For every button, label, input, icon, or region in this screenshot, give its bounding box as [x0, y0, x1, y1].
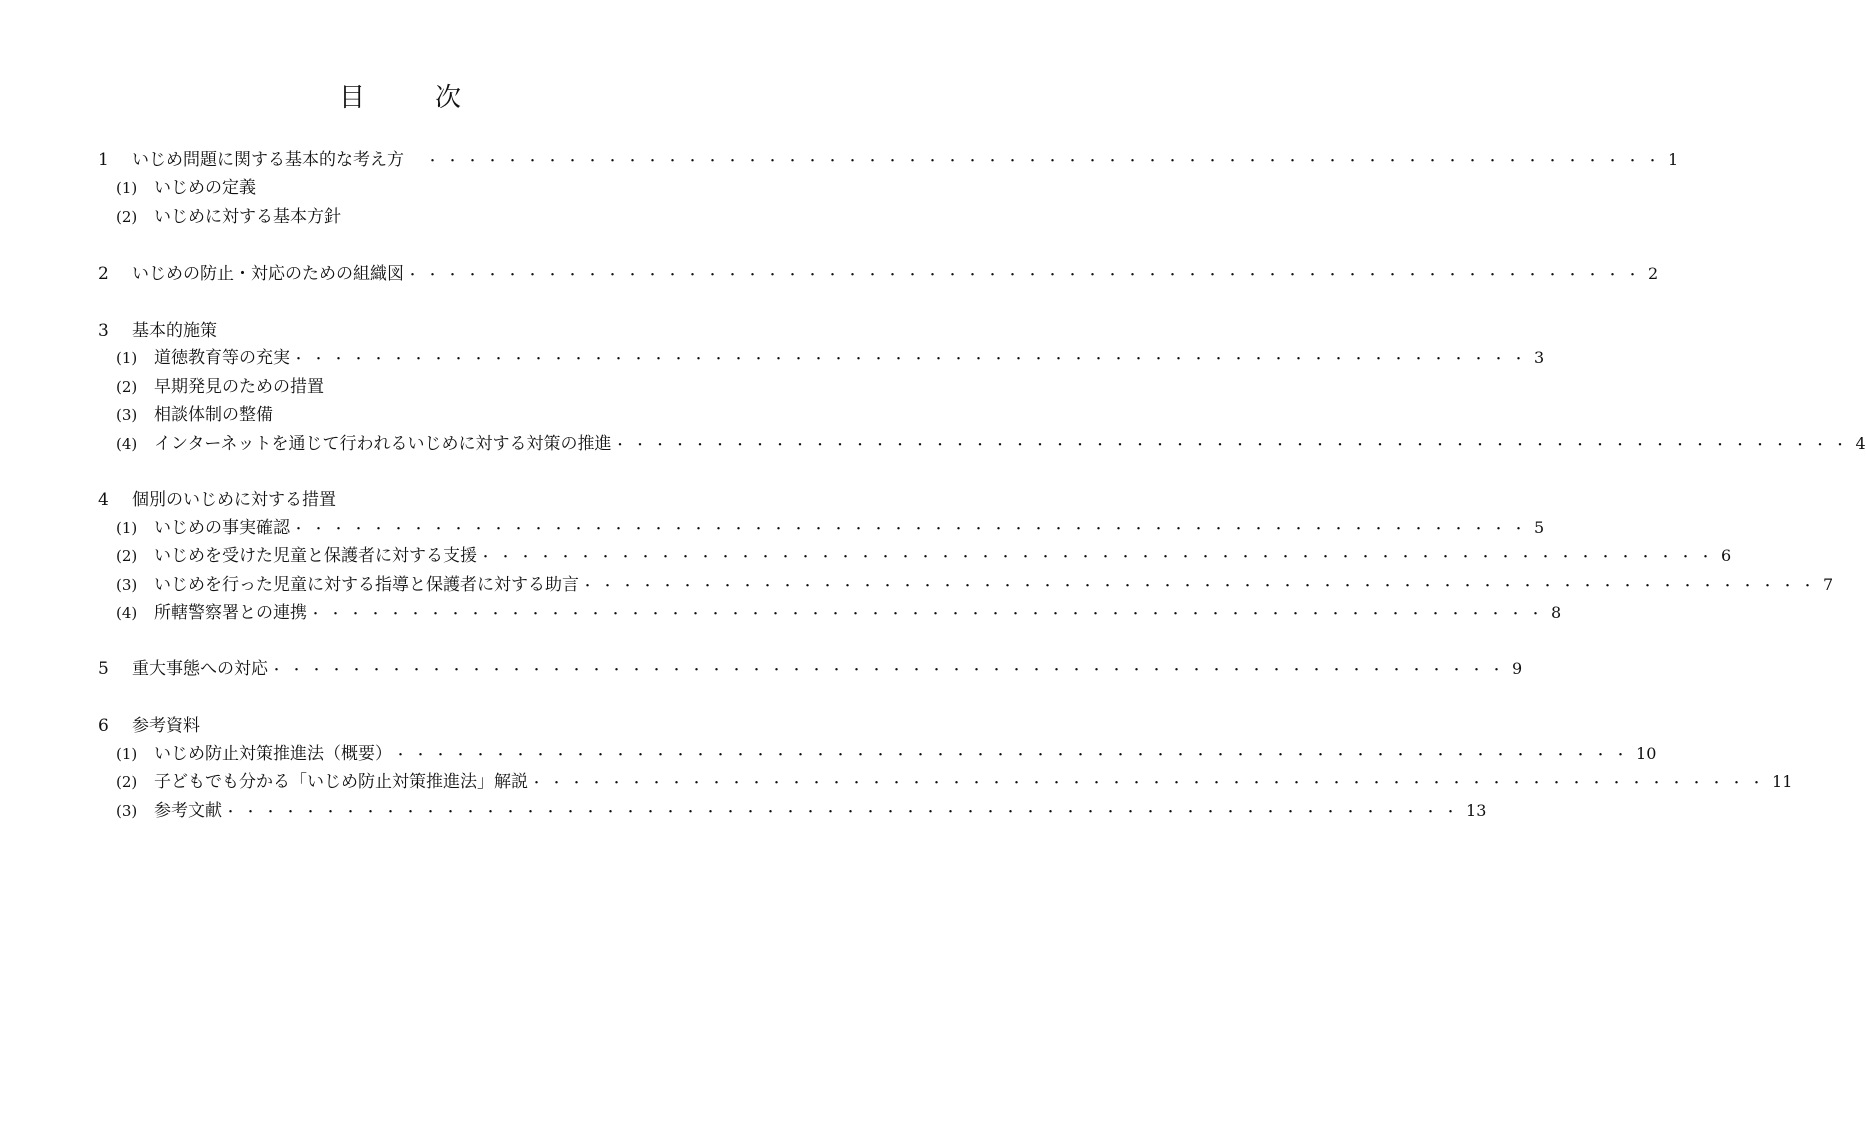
page-number: 5 — [1534, 518, 1545, 537]
toc-item-4-1[interactable] — [116, 516, 1545, 540]
toc-section-3[interactable] — [98, 319, 714, 343]
page-title: 目 次 — [338, 83, 483, 113]
toc-section-2[interactable] — [98, 262, 1659, 286]
toc-item-3-1[interactable] — [116, 346, 1545, 370]
section-title: 重大事態への対応 — [132, 659, 268, 679]
item-title: 参考文献 — [154, 801, 222, 821]
section-title: 個別のいじめに対する措置 — [132, 490, 336, 510]
page-number: 1 — [1668, 150, 1679, 169]
toc-item-3-2[interactable] — [116, 375, 714, 399]
toc-item-4-3[interactable] — [116, 573, 1834, 597]
section-title: いじめ問題に関する基本的な考え方 — [132, 150, 404, 170]
item-title: いじめ防止対策推進法（概要） — [154, 744, 392, 764]
section-number: 5 — [98, 659, 109, 679]
item-title: 所轄警察署との連携 — [154, 603, 307, 623]
dot-leader: ・・・・・・・・・・・・・・・・・・・・・・・・・・・・・・・・・・・・・・・・・・・・・・・・・・・・・・・・・・・・・・ — [530, 776, 1771, 791]
page-number: 13 — [1466, 801, 1487, 820]
dot-leader: ・・・・・・・・・・・・・・・・・・・・・・・・・・・・・・・・・・・・・・・・・・・・・・・・・・・・・・・・・・・・・・ — [292, 522, 1533, 537]
item-number: (1) — [116, 519, 138, 537]
toc-item-6-1[interactable] — [116, 742, 1657, 766]
toc-section-6[interactable] — [98, 714, 714, 738]
item-title: 子どもでも分かる「いじめ防止対策推進法」解説 — [154, 772, 528, 792]
item-number: (2) — [116, 547, 138, 565]
section-number: 4 — [98, 490, 109, 510]
item-title: いじめに対する基本方針 — [154, 207, 341, 227]
dot-leader: ・・・・・・・・・・・・・・・・・・・・・・・・・・・・・・・・・・・・・・・・・・・・・・・・・・・・・・・・・・・・・・ — [292, 352, 1533, 367]
item-title: インターネットを通じて行われるいじめに対する対策の推進 — [154, 434, 612, 454]
toc-section-4[interactable] — [98, 488, 714, 512]
dot-leader: ・・・・・・・・・・・・・・・・・・・・・・・・・・・・・・・・・・・・・・・・・・・・・・・・・・・・・・・・・・・・・・ — [406, 268, 1647, 283]
page-number: 7 — [1823, 575, 1834, 594]
dot-leader: ・・・・・・・・・・・・・・・・・・・・・・・・・・・・・・・・・・・・・・・・・・・・・・・・・・・・・・・・・・・・・・ — [479, 550, 1720, 565]
page-number: 8 — [1551, 603, 1562, 622]
section-number: 3 — [98, 321, 109, 341]
toc-item-1-1[interactable] — [116, 176, 714, 200]
section-number: 6 — [98, 716, 109, 736]
item-number: (4) — [116, 604, 138, 622]
item-number: (4) — [116, 435, 138, 453]
toc-item-1-2[interactable] — [116, 205, 714, 229]
toc-section-1[interactable] — [98, 148, 1679, 172]
item-title: 道徳教育等の充実 — [154, 348, 290, 368]
dot-leader: ・・・・・・・・・・・・・・・・・・・・・・・・・・・・・・・・・・・・・・・・・・・・・・・・・・・・・・・・・・・・・・ — [224, 805, 1465, 820]
item-title: いじめを行った児童に対する指導と保護者に対する助言 — [154, 575, 579, 595]
section-title: いじめの防止・対応のための組織図 — [132, 264, 404, 284]
toc-section-5[interactable] — [98, 657, 1523, 681]
dot-leader: ・・・・・・・・・・・・・・・・・・・・・・・・・・・・・・・・・・・・・・・・・・・・・・・・・・・・・・・・・・・・・・ — [426, 154, 1667, 169]
item-number: (2) — [116, 208, 138, 226]
dot-leader: ・・・・・・・・・・・・・・・・・・・・・・・・・・・・・・・・・・・・・・・・・・・・・・・・・・・・・・・・・・・・・・ — [581, 579, 1822, 594]
section-title: 基本的施策 — [132, 321, 217, 341]
item-title: 相談体制の整備 — [154, 405, 273, 425]
section-number: 1 — [98, 150, 109, 170]
page-number: 10 — [1636, 744, 1657, 763]
item-title: いじめの定義 — [154, 178, 256, 198]
page-number: 11 — [1772, 772, 1793, 791]
item-title: 早期発見のための措置 — [154, 377, 324, 397]
dot-leader: ・・・・・・・・・・・・・・・・・・・・・・・・・・・・・・・・・・・・・・・・・・・・・・・・・・・・・・・・・・・・・・ — [309, 607, 1550, 622]
page-number: 2 — [1648, 264, 1659, 283]
item-number: (2) — [116, 773, 138, 791]
section-title: 参考資料 — [132, 716, 200, 736]
page-number: 4 — [1855, 434, 1866, 453]
item-title: いじめを受けた児童と保護者に対する支援 — [154, 546, 477, 566]
toc-item-6-2[interactable] — [116, 770, 1793, 794]
item-number: (3) — [116, 802, 138, 820]
toc-item-6-3[interactable] — [116, 799, 1487, 823]
toc-item-3-3[interactable] — [116, 403, 714, 427]
item-title: いじめの事実確認 — [154, 518, 290, 538]
section-number: 2 — [98, 264, 109, 284]
page-number: 6 — [1721, 546, 1732, 565]
item-number: (3) — [116, 406, 138, 424]
dot-leader: ・・・・・・・・・・・・・・・・・・・・・・・・・・・・・・・・・・・・・・・・・・・・・・・・・・・・・・・・・・・・・・ — [613, 438, 1854, 453]
toc-item-3-4[interactable] — [116, 432, 1866, 456]
dot-leader: ・・・・・・・・・・・・・・・・・・・・・・・・・・・・・・・・・・・・・・・・・・・・・・・・・・・・・・・・・・・・・・ — [394, 748, 1635, 763]
toc-item-4-2[interactable] — [116, 544, 1732, 568]
page-number: 3 — [1534, 348, 1545, 367]
item-number: (1) — [116, 745, 138, 763]
item-number: (1) — [116, 179, 138, 197]
toc-item-4-4[interactable] — [116, 601, 1562, 625]
item-number: (1) — [116, 349, 138, 367]
dot-leader: ・・・・・・・・・・・・・・・・・・・・・・・・・・・・・・・・・・・・・・・・・・・・・・・・・・・・・・・・・・・・・・ — [270, 663, 1511, 678]
item-number: (2) — [116, 378, 138, 396]
item-number: (3) — [116, 576, 138, 594]
page-number: 9 — [1512, 659, 1523, 678]
